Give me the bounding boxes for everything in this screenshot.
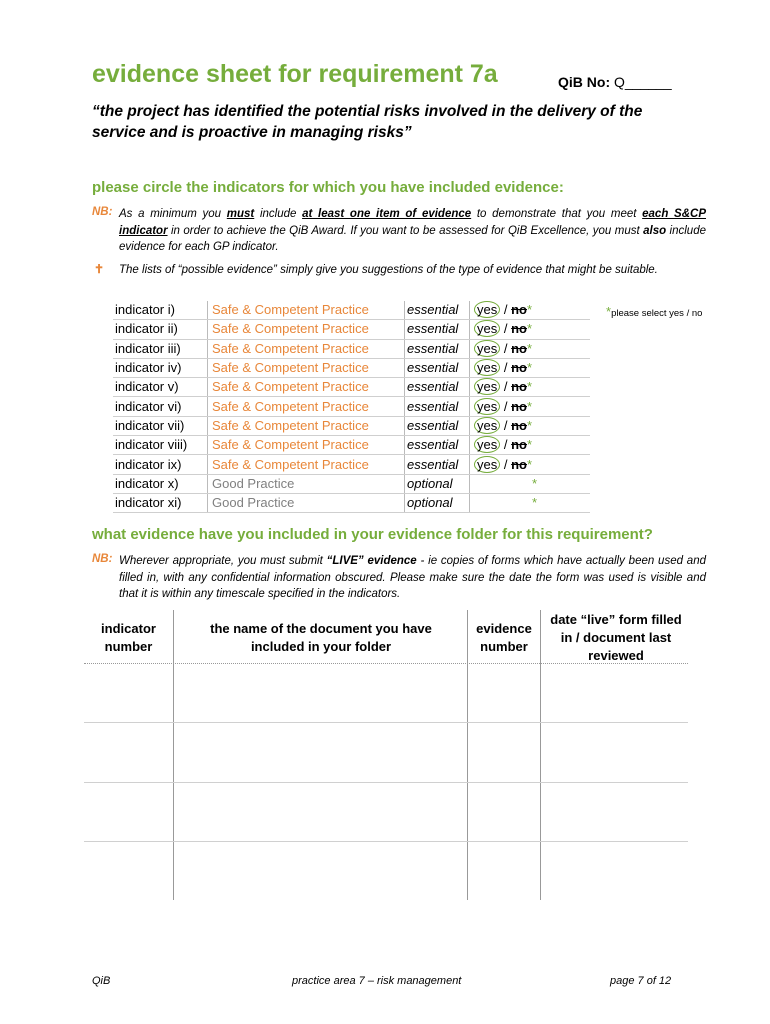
indicator-name: indicator i) xyxy=(113,301,208,320)
no-option[interactable]: no xyxy=(511,321,527,337)
indicator-category: Safe & Competent Practice xyxy=(208,358,405,377)
yes-no-separator: / xyxy=(503,437,508,453)
indicator-name: indicator x) xyxy=(113,474,208,493)
nb-note-2: Wherever appropriate, you must submit “LIVE” evidence - ie copies of forms which have actually been used and filled in, with any confidential information obscured. Please make sure the date the form was used is visible and that it is within any timescale specified in the indicators. xyxy=(119,555,706,600)
evidence-cell[interactable] xyxy=(84,664,173,720)
indicator-status: essential xyxy=(405,358,470,377)
asterisk: * xyxy=(527,360,533,376)
yes-option[interactable]: yes xyxy=(474,398,500,415)
yes-no-selector[interactable] xyxy=(470,378,591,397)
col-header-date-reviewed: date “live” form filled in / document last reviewed xyxy=(550,612,682,663)
no-option[interactable]: no xyxy=(511,379,527,395)
evidence-table xyxy=(84,610,688,900)
yes-no-selector[interactable] xyxy=(470,455,591,474)
asterisk: * xyxy=(527,340,533,356)
yes-no-selector[interactable] xyxy=(470,358,591,377)
indicator-row xyxy=(113,397,590,416)
no-option[interactable]: no xyxy=(511,437,527,453)
indicator-row xyxy=(113,339,590,358)
yes-option[interactable]: yes xyxy=(474,340,500,357)
qib-value: Q______ xyxy=(614,74,672,90)
yes-no-separator: / xyxy=(503,340,508,356)
indicator-name: indicator xi) xyxy=(113,493,208,512)
indicator-row xyxy=(113,436,590,455)
yes-no-separator: / xyxy=(503,417,508,433)
indicator-name: indicator v) xyxy=(113,378,208,397)
asterisk: * xyxy=(527,398,533,414)
evidence-cell[interactable] xyxy=(541,783,688,839)
yes-no-selector[interactable] xyxy=(470,493,591,512)
footer-center: practice area 7 – risk management xyxy=(292,975,462,987)
indicator-name: indicator iv) xyxy=(113,358,208,377)
no-option[interactable]: no xyxy=(511,417,527,433)
indicator-category: Safe & Competent Practice xyxy=(208,378,405,397)
indicator-name: indicator ii) xyxy=(113,320,208,339)
yes-option[interactable]: yes xyxy=(474,320,500,337)
asterisk: * xyxy=(527,321,533,337)
no-option[interactable]: no xyxy=(511,360,527,376)
qib-number xyxy=(558,74,672,90)
footer-page-number: page 7 of 12 xyxy=(610,975,672,987)
evidence-cell[interactable] xyxy=(468,723,540,779)
indicator-row xyxy=(113,301,590,320)
yes-no-selector[interactable] xyxy=(470,416,591,435)
col-header-evidence-number: evidence number xyxy=(476,621,532,654)
evidence-cell[interactable] xyxy=(468,664,540,720)
requirement-quote: “the project has identified the potential risks involved in the delivery of the service and is proactive in managing risks” xyxy=(92,103,643,141)
asterisk: * xyxy=(527,417,533,433)
indicator-status: essential xyxy=(405,320,470,339)
yes-no-separator: / xyxy=(503,456,508,472)
nb-label-2: NB: xyxy=(92,553,113,565)
indicator-table xyxy=(113,301,590,513)
indicator-status: essential xyxy=(405,416,470,435)
evidence-cell[interactable] xyxy=(84,783,173,839)
evidence-cell[interactable] xyxy=(174,664,467,720)
section1-heading: please circle the indicators for which you have included evidence: xyxy=(92,179,564,196)
indicator-row xyxy=(113,416,590,435)
indicator-row xyxy=(113,455,590,474)
yes-no-selector[interactable] xyxy=(470,320,591,339)
indicator-row xyxy=(113,358,590,377)
yes-option[interactable]: yes xyxy=(474,359,500,376)
evidence-cell[interactable] xyxy=(541,723,688,779)
col-header-indicator-number: indicator number xyxy=(101,621,156,654)
yes-no-separator: / xyxy=(503,379,508,395)
indicator-category: Good Practice xyxy=(208,493,405,512)
yes-option[interactable]: yes xyxy=(474,436,500,453)
indicator-name: indicator vi) xyxy=(113,397,208,416)
evidence-cell[interactable] xyxy=(468,842,540,898)
no-option[interactable]: no xyxy=(511,398,527,414)
nb-label: NB: xyxy=(92,206,113,218)
yes-option[interactable]: yes xyxy=(474,378,500,395)
indicator-category: Safe & Competent Practice xyxy=(208,339,405,358)
yes-no-separator: / xyxy=(503,360,508,376)
indicator-row xyxy=(113,493,590,512)
qib-label: QiB No: xyxy=(558,74,611,90)
indicator-status: essential xyxy=(405,455,470,474)
indicator-category: Safe & Competent Practice xyxy=(208,436,405,455)
yes-option[interactable]: yes xyxy=(474,456,500,473)
yes-option[interactable]: yes xyxy=(474,301,500,318)
indicator-name: indicator viii) xyxy=(113,436,208,455)
footer-left: QiB xyxy=(92,975,111,987)
yes-no-selector[interactable] xyxy=(470,301,591,320)
indicator-status: optional xyxy=(405,474,470,493)
asterisk: * xyxy=(532,495,538,511)
indicator-status: optional xyxy=(405,493,470,512)
evidence-cell[interactable] xyxy=(541,664,688,720)
evidence-cell[interactable] xyxy=(174,783,467,839)
indicator-status: essential xyxy=(405,378,470,397)
indicator-row xyxy=(113,378,590,397)
indicator-category: Safe & Competent Practice xyxy=(208,320,405,339)
asterisk: * xyxy=(527,379,533,395)
yes-option[interactable]: yes xyxy=(474,417,500,434)
yes-no-selector[interactable] xyxy=(470,397,591,416)
nb-note-1: As a minimum you must include at least one item of evidence to demonstrate that you meet each S&CP indicator in order to achieve the QiB Award. If you want to be assessed for QiB Excellence, you must also include evidence for each GP indicator. xyxy=(119,208,706,253)
indicator-name: indicator ix) xyxy=(113,455,208,474)
yes-no-separator: / xyxy=(503,302,508,318)
yes-no-selector[interactable] xyxy=(470,436,591,455)
indicator-category: Safe & Competent Practice xyxy=(208,416,405,435)
evidence-cell[interactable] xyxy=(541,842,688,898)
evidence-cell[interactable] xyxy=(174,842,467,898)
bullet-note: The lists of “possible evidence” simply give you suggestions of the type of evidence that might be suitable. xyxy=(119,264,658,276)
indicator-status: essential xyxy=(405,436,470,455)
no-option[interactable]: no xyxy=(511,302,527,318)
cross-bullet-icon: ✝ xyxy=(94,262,105,276)
yes-no-selector[interactable] xyxy=(470,339,591,358)
indicator-status: essential xyxy=(405,397,470,416)
indicator-row xyxy=(113,320,590,339)
indicator-category: Good Practice xyxy=(208,474,405,493)
evidence-cell[interactable] xyxy=(174,723,467,779)
asterisk: * xyxy=(532,475,538,491)
evidence-cell[interactable] xyxy=(84,723,173,779)
evidence-cell[interactable] xyxy=(468,783,540,839)
indicator-category: Safe & Competent Practice xyxy=(208,301,405,320)
asterisk: * xyxy=(527,437,533,453)
yes-no-separator: / xyxy=(503,398,508,414)
col-header-document-name: the name of the document you have included in your folder xyxy=(210,621,432,654)
indicator-category: Safe & Competent Practice xyxy=(208,455,405,474)
indicator-name: indicator vii) xyxy=(113,416,208,435)
page-title: evidence sheet for requirement 7a xyxy=(92,60,498,88)
section2-heading: what evidence have you included in your evidence folder for this requirement? xyxy=(92,526,653,543)
indicator-row xyxy=(113,474,590,493)
indicator-category: Safe & Competent Practice xyxy=(208,397,405,416)
no-option[interactable]: no xyxy=(511,340,527,356)
indicator-name: indicator iii) xyxy=(113,339,208,358)
evidence-cell[interactable] xyxy=(84,842,173,898)
yes-no-selector[interactable] xyxy=(470,474,591,493)
asterisk: * xyxy=(527,456,533,472)
select-note: *please select yes / no xyxy=(606,304,703,319)
asterisk: * xyxy=(527,302,533,318)
indicator-status: essential xyxy=(405,301,470,320)
yes-no-separator: / xyxy=(503,321,508,337)
indicator-status: essential xyxy=(405,339,470,358)
no-option[interactable]: no xyxy=(511,456,527,472)
